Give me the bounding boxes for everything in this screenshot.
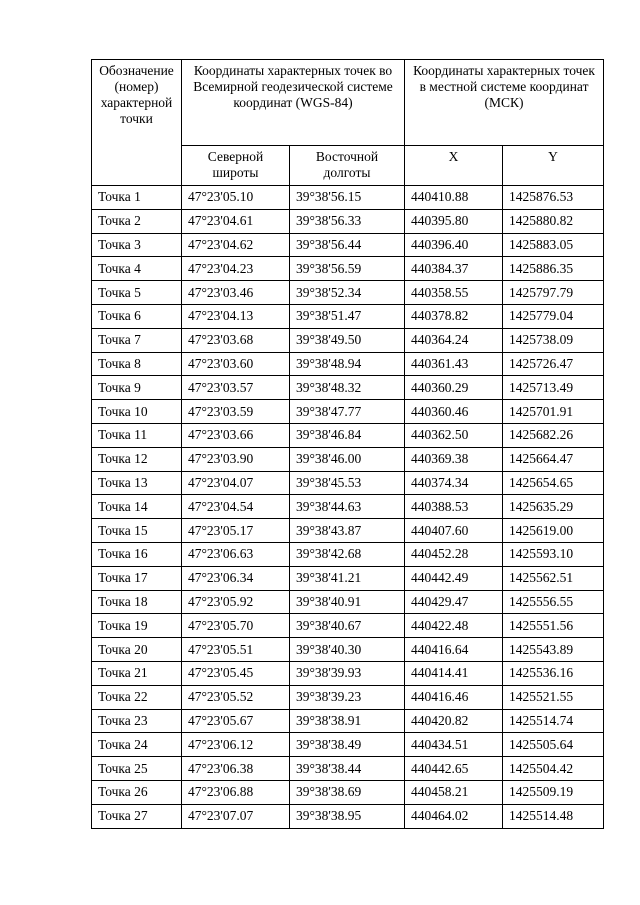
point-cell: Точка 24 [92, 733, 182, 757]
x-cell: 440369.38 [405, 447, 503, 471]
y-cell: 1425883.05 [503, 233, 604, 257]
east-lon-cell: 39°38'40.67 [290, 614, 405, 638]
north-lat-cell: 47°23'03.90 [182, 447, 290, 471]
north-lat-cell: 47°23'04.62 [182, 233, 290, 257]
north-lat-cell: 47°23'04.07 [182, 471, 290, 495]
point-cell: Точка 17 [92, 566, 182, 590]
east-lon-cell: 39°38'47.77 [290, 400, 405, 424]
coordinates-table [91, 59, 604, 829]
north-lat-cell: 47°23'06.34 [182, 566, 290, 590]
north-lat-cell: 47°23'05.45 [182, 661, 290, 685]
east-lon-cell: 39°38'38.69 [290, 780, 405, 804]
east-lon-cell: 39°38'40.91 [290, 590, 405, 614]
y-cell: 1425886.35 [503, 257, 604, 281]
x-cell: 440364.24 [405, 328, 503, 352]
north-lat-cell: 47°23'04.13 [182, 304, 290, 328]
header-east: Восточной долготы [290, 146, 405, 186]
east-lon-cell: 39°38'41.21 [290, 566, 405, 590]
header-wgs-group: Координаты характерных точек во Всемирной геодезической системе координат (WGS-84) [182, 60, 405, 146]
table-row [92, 661, 604, 685]
table-row [92, 233, 604, 257]
point-cell: Точка 7 [92, 328, 182, 352]
east-lon-cell: 39°38'38.91 [290, 709, 405, 733]
x-cell: 440388.53 [405, 495, 503, 519]
header-north: Северной широты [182, 146, 290, 186]
y-cell: 1425505.64 [503, 733, 604, 757]
point-cell: Точка 2 [92, 209, 182, 233]
north-lat-cell: 47°23'05.67 [182, 709, 290, 733]
y-cell: 1425514.74 [503, 709, 604, 733]
header-point-label: Обозначение (номер) характерной точки [92, 60, 182, 186]
x-cell: 440362.50 [405, 423, 503, 447]
table-row [92, 519, 604, 543]
north-lat-cell: 47°23'06.12 [182, 733, 290, 757]
table-row [92, 257, 604, 281]
x-cell: 440429.47 [405, 590, 503, 614]
x-cell: 440384.37 [405, 257, 503, 281]
y-cell: 1425536.16 [503, 661, 604, 685]
table-row [92, 209, 604, 233]
north-lat-cell: 47°23'03.59 [182, 400, 290, 424]
east-lon-cell: 39°38'38.44 [290, 757, 405, 781]
table-row [92, 757, 604, 781]
point-cell: Точка 9 [92, 376, 182, 400]
x-cell: 440422.48 [405, 614, 503, 638]
point-cell: Точка 3 [92, 233, 182, 257]
point-cell: Точка 6 [92, 304, 182, 328]
header-x: X [405, 146, 503, 186]
y-cell: 1425556.55 [503, 590, 604, 614]
x-cell: 440416.64 [405, 638, 503, 662]
point-cell: Точка 8 [92, 352, 182, 376]
point-cell: Точка 5 [92, 281, 182, 305]
header-row-1 [92, 60, 604, 146]
point-cell: Точка 16 [92, 542, 182, 566]
east-lon-cell: 39°38'46.00 [290, 447, 405, 471]
table-row [92, 400, 604, 424]
table-row [92, 352, 604, 376]
point-cell: Точка 1 [92, 186, 182, 210]
y-cell: 1425509.19 [503, 780, 604, 804]
east-lon-cell: 39°38'45.53 [290, 471, 405, 495]
table-row [92, 804, 604, 828]
table-row [92, 614, 604, 638]
y-cell: 1425797.79 [503, 281, 604, 305]
point-cell: Точка 25 [92, 757, 182, 781]
east-lon-cell: 39°38'46.84 [290, 423, 405, 447]
y-cell: 1425713.49 [503, 376, 604, 400]
y-cell: 1425880.82 [503, 209, 604, 233]
table-row [92, 566, 604, 590]
table-row [92, 304, 604, 328]
east-lon-cell: 39°38'49.50 [290, 328, 405, 352]
point-cell: Точка 19 [92, 614, 182, 638]
y-cell: 1425726.47 [503, 352, 604, 376]
x-cell: 440395.80 [405, 209, 503, 233]
east-lon-cell: 39°38'52.34 [290, 281, 405, 305]
table-row [92, 780, 604, 804]
x-cell: 440420.82 [405, 709, 503, 733]
table-row [92, 281, 604, 305]
north-lat-cell: 47°23'05.51 [182, 638, 290, 662]
north-lat-cell: 47°23'04.61 [182, 209, 290, 233]
point-cell: Точка 10 [92, 400, 182, 424]
north-lat-cell: 47°23'05.17 [182, 519, 290, 543]
north-lat-cell: 47°23'07.07 [182, 804, 290, 828]
east-lon-cell: 39°38'56.33 [290, 209, 405, 233]
y-cell: 1425619.00 [503, 519, 604, 543]
y-cell: 1425551.56 [503, 614, 604, 638]
x-cell: 440396.40 [405, 233, 503, 257]
point-cell: Точка 20 [92, 638, 182, 662]
x-cell: 440434.51 [405, 733, 503, 757]
north-lat-cell: 47°23'04.54 [182, 495, 290, 519]
east-lon-cell: 39°38'38.95 [290, 804, 405, 828]
y-cell: 1425514.48 [503, 804, 604, 828]
east-lon-cell: 39°38'39.93 [290, 661, 405, 685]
north-lat-cell: 47°23'05.92 [182, 590, 290, 614]
y-cell: 1425504.42 [503, 757, 604, 781]
east-lon-cell: 39°38'48.94 [290, 352, 405, 376]
x-cell: 440458.21 [405, 780, 503, 804]
x-cell: 440464.02 [405, 804, 503, 828]
x-cell: 440360.29 [405, 376, 503, 400]
x-cell: 440416.46 [405, 685, 503, 709]
table-row [92, 709, 604, 733]
north-lat-cell: 47°23'03.57 [182, 376, 290, 400]
north-lat-cell: 47°23'03.46 [182, 281, 290, 305]
table-row [92, 423, 604, 447]
x-cell: 440358.55 [405, 281, 503, 305]
y-cell: 1425593.10 [503, 542, 604, 566]
north-lat-cell: 47°23'04.23 [182, 257, 290, 281]
point-cell: Точка 12 [92, 447, 182, 471]
x-cell: 440414.41 [405, 661, 503, 685]
x-cell: 440407.60 [405, 519, 503, 543]
east-lon-cell: 39°38'56.15 [290, 186, 405, 210]
east-lon-cell: 39°38'42.68 [290, 542, 405, 566]
east-lon-cell: 39°38'48.32 [290, 376, 405, 400]
east-lon-cell: 39°38'56.59 [290, 257, 405, 281]
table-row [92, 638, 604, 662]
y-cell: 1425701.91 [503, 400, 604, 424]
north-lat-cell: 47°23'06.38 [182, 757, 290, 781]
point-cell: Точка 27 [92, 804, 182, 828]
east-lon-cell: 39°38'38.49 [290, 733, 405, 757]
point-cell: Точка 21 [92, 661, 182, 685]
point-cell: Точка 18 [92, 590, 182, 614]
table-body [92, 186, 604, 829]
y-cell: 1425876.53 [503, 186, 604, 210]
y-cell: 1425664.47 [503, 447, 604, 471]
x-cell: 440360.46 [405, 400, 503, 424]
y-cell: 1425779.04 [503, 304, 604, 328]
table-row [92, 733, 604, 757]
north-lat-cell: 47°23'06.88 [182, 780, 290, 804]
x-cell: 440442.49 [405, 566, 503, 590]
north-lat-cell: 47°23'05.70 [182, 614, 290, 638]
table-row [92, 186, 604, 210]
east-lon-cell: 39°38'44.63 [290, 495, 405, 519]
point-cell: Точка 14 [92, 495, 182, 519]
table-row [92, 328, 604, 352]
y-cell: 1425654.65 [503, 471, 604, 495]
point-cell: Точка 13 [92, 471, 182, 495]
y-cell: 1425521.55 [503, 685, 604, 709]
east-lon-cell: 39°38'43.87 [290, 519, 405, 543]
y-cell: 1425562.51 [503, 566, 604, 590]
x-cell: 440452.28 [405, 542, 503, 566]
x-cell: 440374.34 [405, 471, 503, 495]
east-lon-cell: 39°38'56.44 [290, 233, 405, 257]
x-cell: 440361.43 [405, 352, 503, 376]
north-lat-cell: 47°23'03.68 [182, 328, 290, 352]
table-row [92, 471, 604, 495]
y-cell: 1425682.26 [503, 423, 604, 447]
north-lat-cell: 47°23'03.66 [182, 423, 290, 447]
table-row [92, 447, 604, 471]
east-lon-cell: 39°38'40.30 [290, 638, 405, 662]
table-row [92, 495, 604, 519]
point-cell: Точка 26 [92, 780, 182, 804]
y-cell: 1425635.29 [503, 495, 604, 519]
table-row [92, 590, 604, 614]
x-cell: 440410.88 [405, 186, 503, 210]
header-msk-group: Координаты характерных точек в местной системе координат (МСК) [405, 60, 604, 146]
header-y: Y [503, 146, 604, 186]
y-cell: 1425543.89 [503, 638, 604, 662]
point-cell: Точка 15 [92, 519, 182, 543]
east-lon-cell: 39°38'51.47 [290, 304, 405, 328]
x-cell: 440378.82 [405, 304, 503, 328]
table-row [92, 685, 604, 709]
point-cell: Точка 11 [92, 423, 182, 447]
north-lat-cell: 47°23'05.52 [182, 685, 290, 709]
table-row [92, 542, 604, 566]
point-cell: Точка 4 [92, 257, 182, 281]
point-cell: Точка 23 [92, 709, 182, 733]
y-cell: 1425738.09 [503, 328, 604, 352]
east-lon-cell: 39°38'39.23 [290, 685, 405, 709]
table-row [92, 376, 604, 400]
north-lat-cell: 47°23'03.60 [182, 352, 290, 376]
point-cell: Точка 22 [92, 685, 182, 709]
north-lat-cell: 47°23'05.10 [182, 186, 290, 210]
north-lat-cell: 47°23'06.63 [182, 542, 290, 566]
x-cell: 440442.65 [405, 757, 503, 781]
